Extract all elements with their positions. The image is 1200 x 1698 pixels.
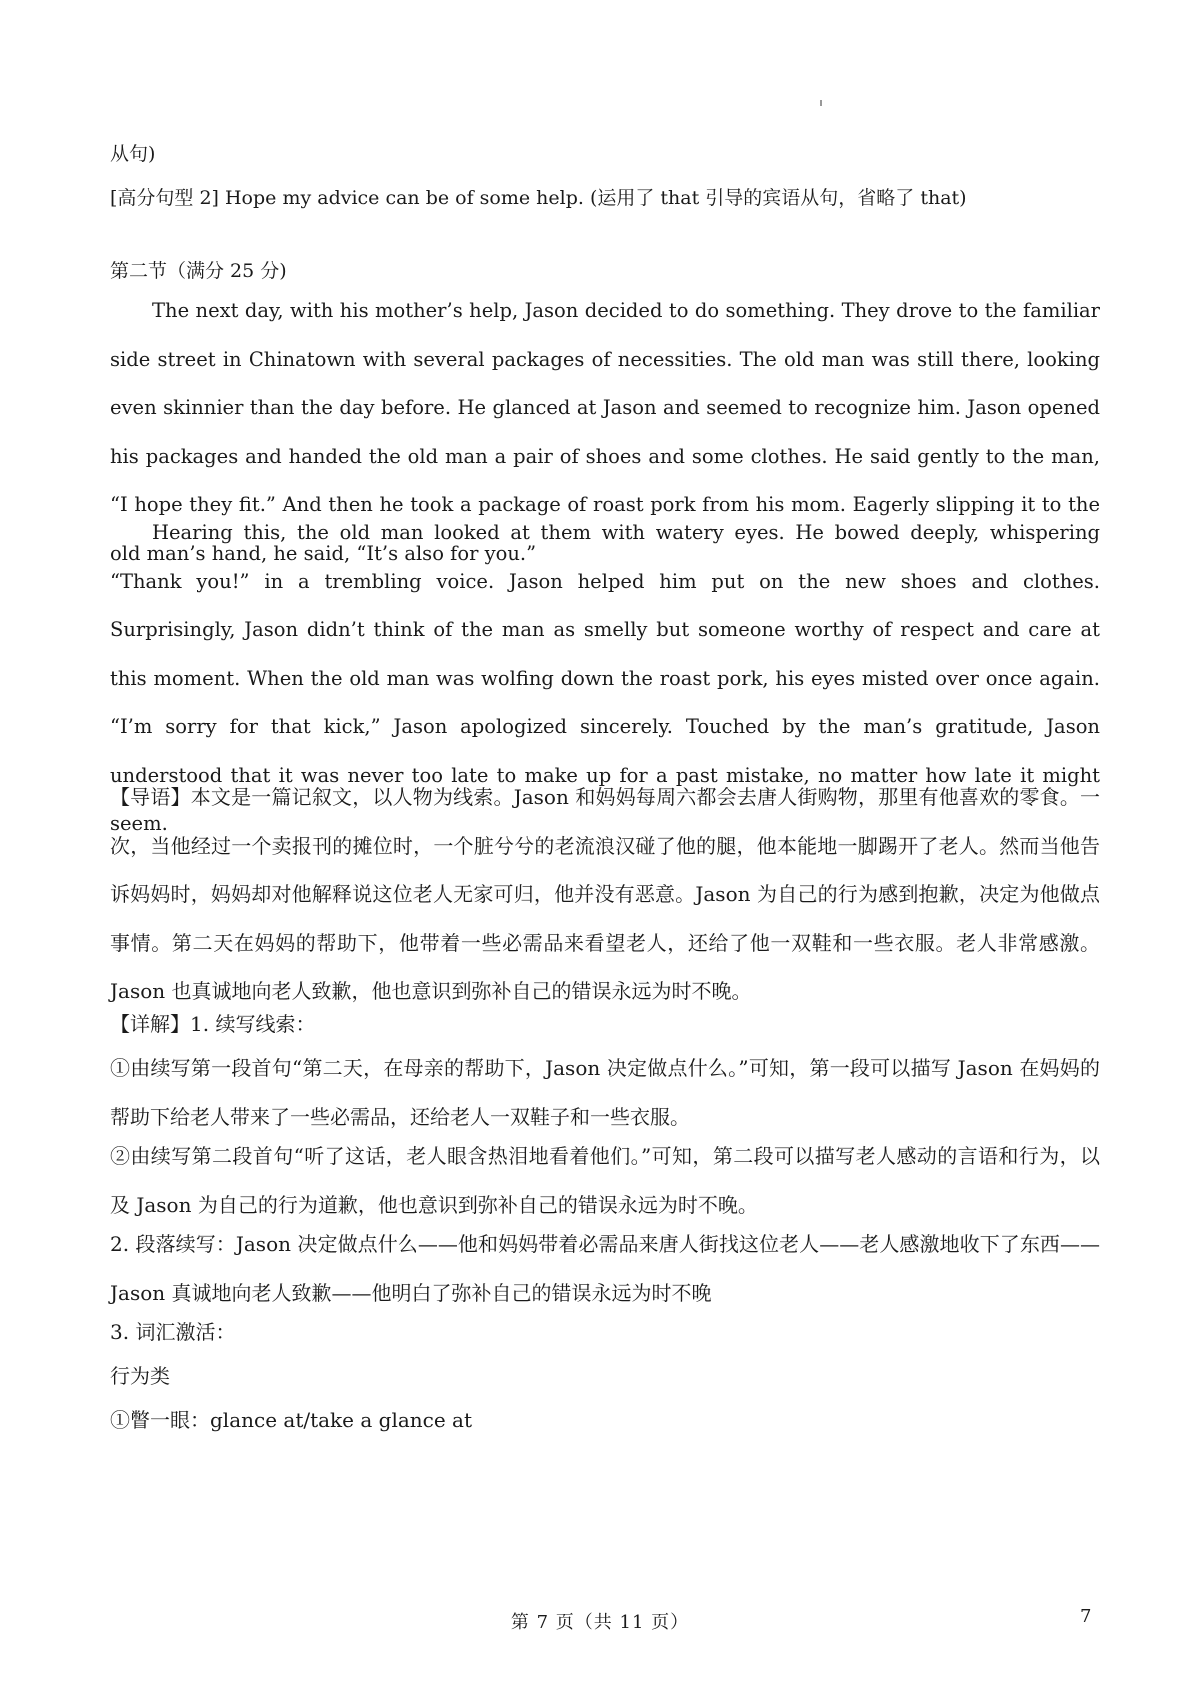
detail-title: 【详解】1. 续写线索：	[110, 1012, 316, 1036]
page-footer-label: 第 7 页（共 11 页）	[510, 1612, 690, 1633]
text-line-clause: 从句)	[110, 143, 156, 165]
scan-speck	[820, 100, 822, 106]
guide-paragraph: 【导语】本文是一篇记叙文，以人物为线索。Jason 和妈妈每周六都会去唐人街购物，那里有他喜欢的零食。一次，当他经过一个卖报刊的摊位时，一个脏兮兮的老流浪汉碰了他的腿，他本能地一脚踢开了老人。然而当他告诉妈妈时，妈妈却对他解释说这位老人无家可归，他并没有恶意。Jason 为自己的行为感到抱歉，决定为他做点事情。第二天在妈妈的帮助下，他带着一些必需品来看望老人，还给了他一双鞋和一些衣服。老人非常感激。Jason 也真诚地向老人致歉，他也意识到弥补自己的错误永远为时不晚。	[110, 785, 1100, 1003]
text-line-sentence-pattern: [高分句型 2] Hope my advice can be of some help. (运用了 that 引导的宾语从句，省略了 that)	[110, 187, 967, 209]
page-number: 7	[1080, 1606, 1092, 1627]
outline-paragraph: 2. 段落续写：Jason 决定做点什么——他和妈妈带着必需品来唐人街找这位老人——老人感激地收下了东西——Jason 真诚地向老人致歉——他明白了弥补自己的错误永远为时不晚	[110, 1232, 1100, 1305]
section-title: 第二节（满分 25 分)	[110, 260, 287, 282]
essay-paragraph-2: Hearing this, the old man looked at them with watery eyes. He bowed deeply, whispering “Thank you!” in a trembling voice. Jason helped him put on the new shoes and clothes. Surprisingly, Jason didn’t think of the man as smelly but someone worthy of respect and care at this moment. When the old man was wolfing down the roast pork, his eyes misted over once again. “I’m sorry for that kick,” Jason apologized sincerely. Touched by the man’s gratitude, Jason understood that it was never too late to make up for a past mistake, no matter how late it might seem.	[110, 521, 1100, 835]
clue-item-2: ②由续写第二段首句“听了这话，老人眼含热泪地看着他们。”可知，第二段可以描写老人感动的言语和行为，以及 Jason 为自己的行为道歉，他也意识到弥补自己的错误永远为时不晚。	[110, 1144, 1100, 1217]
clue-item-1: ①由续写第一段首句“第二天，在母亲的帮助下，Jason 决定做点什么。”可知，第一段可以描写 Jason 在妈妈的帮助下给老人带来了一些必需品，还给老人一双鞋子和一些衣服。	[110, 1056, 1100, 1129]
vocab-item-1: ①瞥一眼：glance at/take a glance at	[110, 1408, 473, 1432]
vocab-category: 行为类	[110, 1364, 170, 1388]
essay-paragraph-1: The next day, with his mother’s help, Jason decided to do something. They drove to the familiar side street in Chinatown with several packages of necessities. The old man was still there, looking even skinnier than the day before. He glanced at Jason and seemed to recognize him. Jason opened his packages and handed the old man a pair of shoes and some clothes. He said gently to the man, “I hope they fit.” And then he took a package of roast pork from his mom. Eagerly slipping it to the old man’s hand, he said, “It’s also for you.”	[110, 299, 1100, 565]
vocab-title: 3. 词汇激活：	[110, 1320, 236, 1344]
